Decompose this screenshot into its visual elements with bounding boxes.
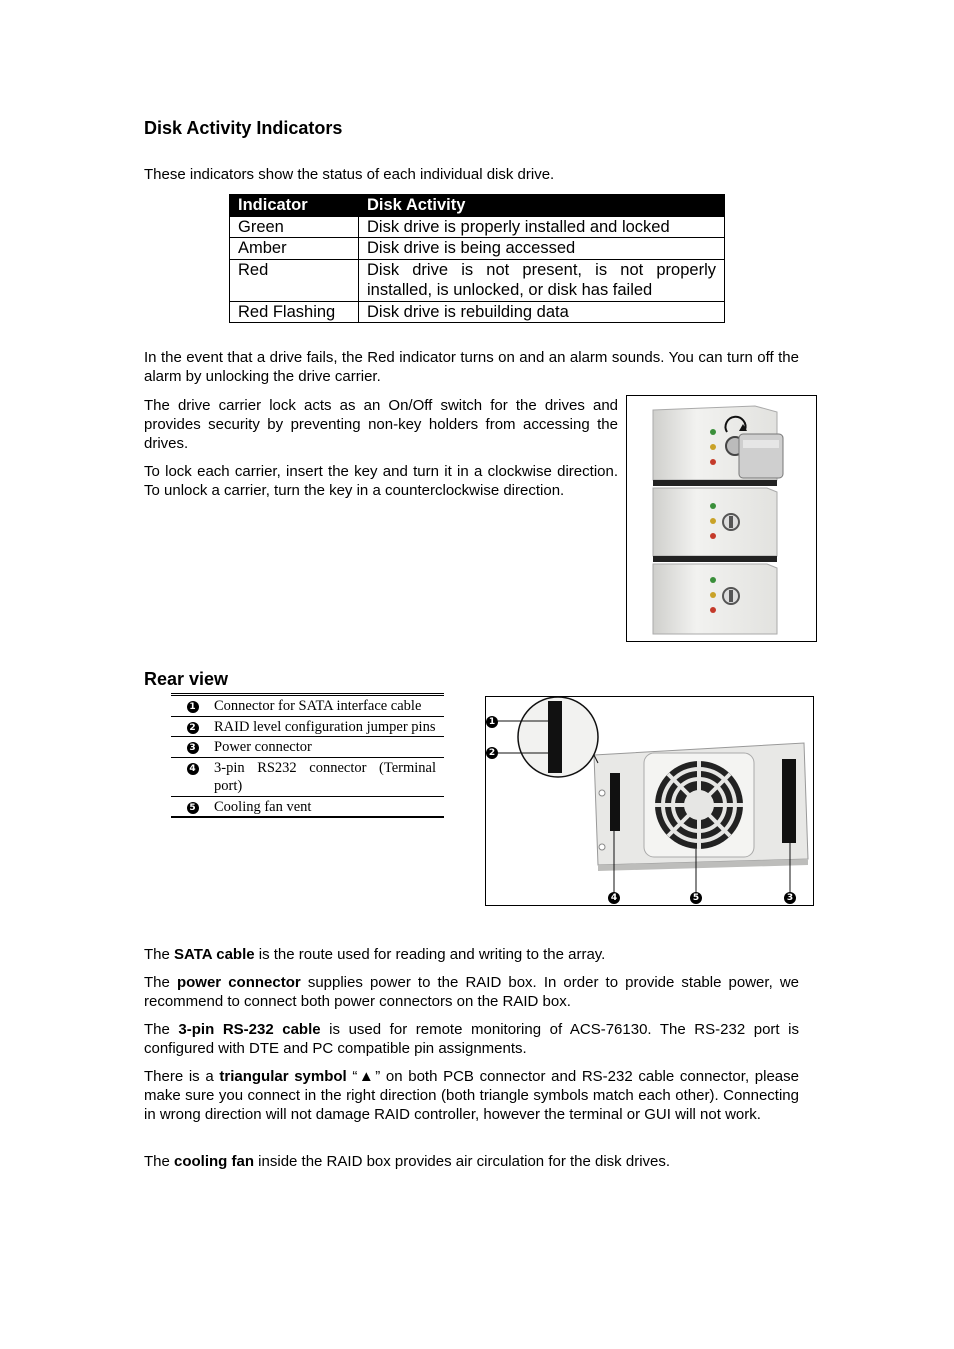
legend-label: Cooling fan vent [214, 796, 444, 817]
cooling-fan-paragraph: The cooling fan inside the RAID box provides air circulation for the disk drives. [144, 1153, 671, 1170]
alarm-paragraph: In the event that a drive fails, the Red indicator turns on and an alarm sounds. You can turn off the alarm by unlocking the drive carrier. [144, 349, 799, 385]
sata-cable-paragraph: The SATA cable is the route used for reading and writing to the array. [144, 946, 606, 963]
rear-view-legend [171, 693, 444, 818]
power-connector-paragraph: The power connector supplies power to the RAID box. In order to provide stable power, we recommend to connect both power connectors on the RAID box. [144, 974, 800, 1010]
table-row [230, 216, 725, 238]
callout-marker: 5 [690, 892, 702, 904]
carrier-bottom [653, 564, 777, 634]
indicator-cell: Green [230, 216, 359, 238]
activity-cell: Disk drive is rebuilding data [359, 301, 725, 323]
rs232-cable-paragraph: The 3-pin RS-232 cable is used for remote monitoring of ACS-76130. The RS-232 port is configured with DTE and PC compatible pin assignments. [144, 1021, 799, 1057]
callout-badge: 5 [187, 802, 199, 814]
callout-marker: 2 [486, 747, 498, 759]
callout-badge: 4 [187, 763, 199, 775]
section-title-rear-view: Rear view [144, 669, 229, 689]
drive-carrier-illustration [627, 396, 817, 642]
table-row [230, 238, 725, 260]
legend-label: Power connector [214, 737, 444, 758]
header-disk-activity: Disk Activity [359, 195, 725, 217]
table-row [230, 301, 725, 323]
section-title-disk-activity: Disk Activity Indicators [144, 118, 343, 138]
indicator-cell: Red [230, 259, 359, 301]
triangle-symbol-paragraph: There is a triangular symbol “▲” on both PCB connector and RS-232 cable connector, please make sure you connect in the right direction (both triangle symbols match each other). Connecting in wrong direction will not damage RAID controller, however the terminal or GUI will not work. [144, 1068, 799, 1123]
drive-carrier-figure [626, 395, 817, 642]
indicator-cell: Amber [230, 238, 359, 260]
legend-label: 3-pin RS232 connector (Terminal port) [214, 757, 444, 796]
table-header-row [230, 195, 725, 217]
lock-paragraph: The drive carrier lock acts as an On/Off switch for the drives and provides security by preventing non-key holders from accessing the drives. [144, 397, 618, 452]
rear-panel-figure [485, 696, 814, 906]
intro-text: These indicators show the status of each individual disk drive. [144, 166, 555, 183]
table-row [230, 259, 725, 301]
activity-cell: Disk drive is not present, is not properly installed, is unlocked, or disk has failed [359, 259, 725, 301]
header-indicator: Indicator [230, 195, 359, 217]
activity-cell: Disk drive is being accessed [359, 238, 725, 260]
rear-panel-illustration [486, 697, 814, 906]
legend-row [171, 737, 444, 758]
indicator-cell: Red Flashing [230, 301, 359, 323]
carrier-middle [653, 488, 777, 562]
callout-marker: 1 [486, 716, 498, 728]
callout-badge: 3 [187, 742, 199, 754]
activity-cell: Disk drive is properly installed and locked [359, 216, 725, 238]
legend-row [171, 757, 444, 796]
indicator-table [229, 194, 725, 323]
legend-label: RAID level configuration jumper pins [214, 716, 444, 737]
callout-badge: 1 [187, 701, 199, 713]
callout-badge: 2 [187, 722, 199, 734]
legend-row [171, 796, 444, 817]
callout-marker: 3 [784, 892, 796, 904]
legend-label: Connector for SATA interface cable [214, 698, 422, 714]
callout-marker: 4 [608, 892, 620, 904]
legend-row [171, 695, 444, 717]
legend-row [171, 716, 444, 737]
key-paragraph: To lock each carrier, insert the key and turn it in a clockwise direction. To unlock a carrier, turn the key in a counterclockwise direction. [144, 463, 618, 499]
